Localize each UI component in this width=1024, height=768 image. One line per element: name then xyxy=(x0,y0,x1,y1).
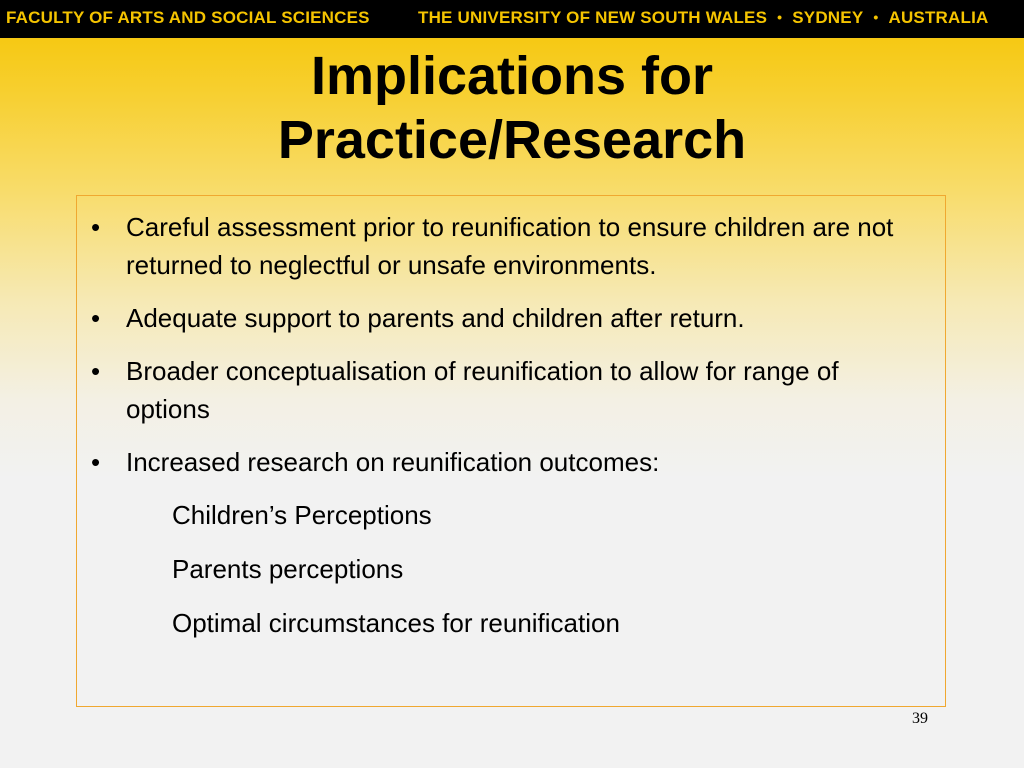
bullet-item xyxy=(91,208,911,284)
content-box xyxy=(76,195,946,707)
bullet-item xyxy=(91,299,911,337)
bullet-item xyxy=(91,443,911,481)
sub-item: Parents perceptions xyxy=(172,554,404,584)
slide-title xyxy=(0,44,1024,172)
sub-item: Optimal circumstances for reunification xyxy=(172,608,620,638)
title-line-1: Implications for xyxy=(310,46,714,106)
bullet-text: Broader conceptualisation of reunification to allow for range of options xyxy=(126,356,839,424)
bullet-item xyxy=(91,352,911,428)
bullet-dot: • xyxy=(91,303,101,333)
separator-dot: • xyxy=(873,9,879,25)
university-banner xyxy=(418,8,988,28)
bullet-text: Adequate support to parents and children after return. xyxy=(126,303,745,333)
country-name: AUSTRALIA xyxy=(888,8,989,27)
bullet-list xyxy=(91,208,911,658)
bullet-dot: • xyxy=(91,356,101,386)
bullet-dot: • xyxy=(91,212,101,242)
university-name: THE UNIVERSITY OF NEW SOUTH WALES xyxy=(418,8,768,27)
page-number: 39 xyxy=(912,710,928,727)
header-bar xyxy=(0,0,1024,38)
city-name: SYDNEY xyxy=(792,8,864,27)
faculty-name: FACULTY OF ARTS AND SOCIAL SCIENCES xyxy=(6,8,370,27)
bullet-text: Careful assessment prior to reunification to ensure children are not returned to neglectful or unsafe environments. xyxy=(126,212,894,280)
bullet-text: Increased research on reunification outcomes: xyxy=(126,447,660,477)
separator-dot: • xyxy=(777,9,783,25)
sub-item: Children’s Perceptions xyxy=(172,500,432,530)
bullet-dot: • xyxy=(91,447,101,477)
title-line-2: Practice/Research xyxy=(277,110,747,170)
